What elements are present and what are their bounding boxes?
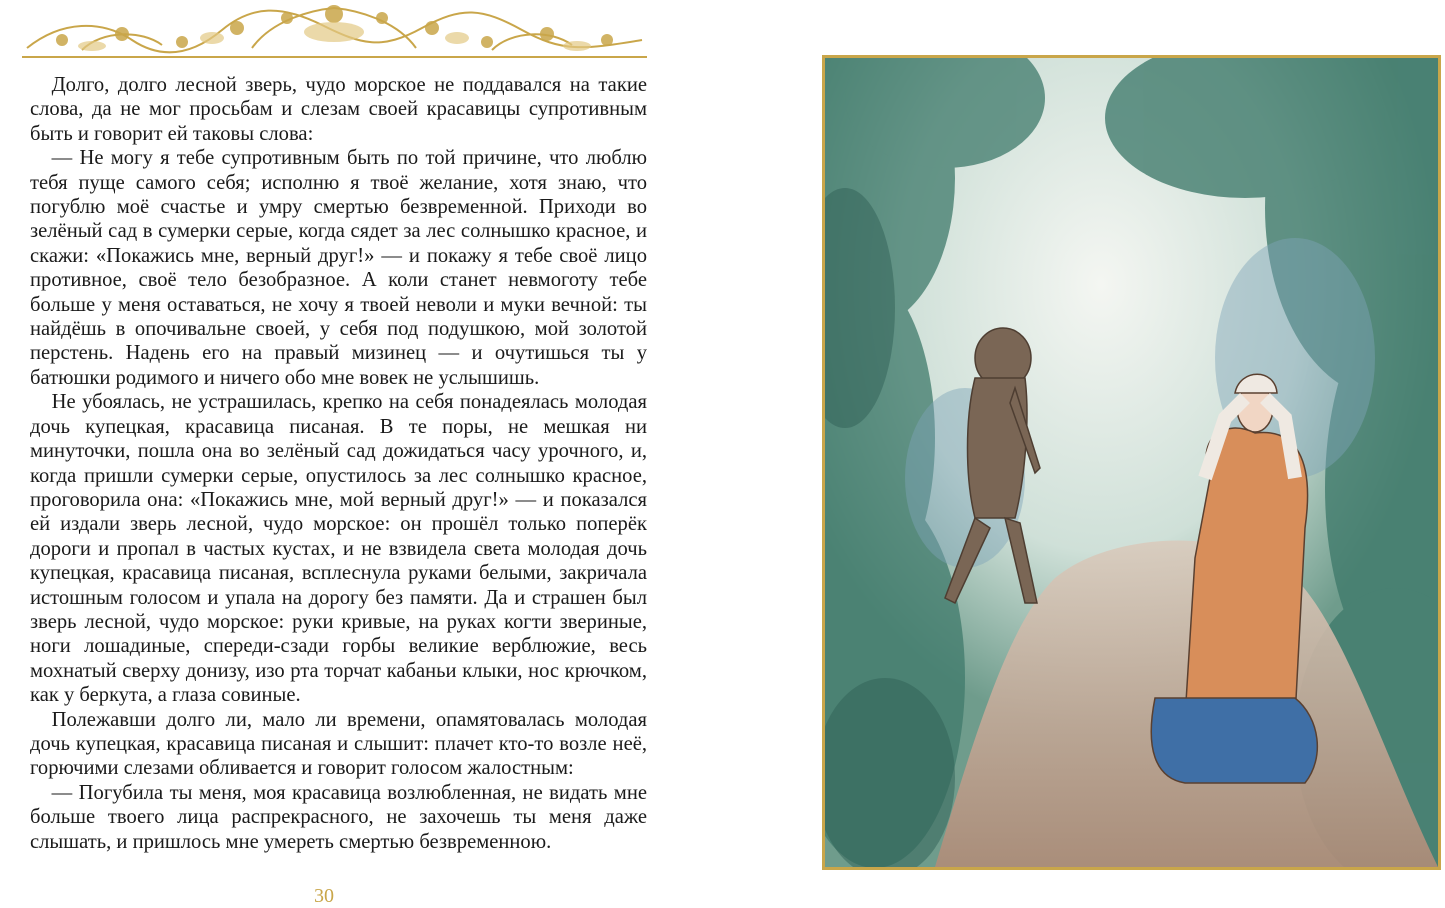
forest-illustration <box>822 55 1441 870</box>
header-rule <box>22 56 647 58</box>
paragraph: Полежавши долго ли, мало ли времени, опамятовалась молодая дочь купецкая, красавица писаная и слышит: плачет кто-то возле неё, горючими слезами обливается и говорит голосом жалостным: <box>30 708 647 780</box>
page-number: 30 <box>314 885 334 907</box>
gold-flourish-icon <box>22 0 647 58</box>
paragraph: — Не могу я тебе супротивным быть по той причине, что люблю тебя пуще самого себя; исполню я твоё желание, хотя знаю, что погублю моё счастье и умру смертью безвременной. Приходи во зелёный сад в сумерки серые, когда сядет за лес солнышко красное, и скажи: «Покажись мне, верный друг!» — и покажу я тебе своё лицо противное, своё тело безобразное. А коли станет невмоготу тебе больше у меня оставаться, не хочу я твоей неволи и муки вечной: ты найдёшь в опочивальне своей, у себя под подушкою, мой золотой перстень. Надень его на правый мизинец — и очутишься ты у батюшки родимого и ничего обо мне вовек не услышишь. <box>30 147 647 389</box>
left-page <box>0 0 660 905</box>
paragraph: — Погубила ты меня, моя красавица возлюбленная, не видать мне больше твоего лица распрекрасного, не захочешь ты меня даже слышать, и пришлось мне умереть смертью безвременною. <box>30 781 647 853</box>
paragraph: Не убоялась, не устрашилась, крепко на себя понадеялась молодая дочь купецкая, красавица писаная. В те поры, не мешкая ни минуточки, пошла она во зелёный сад дожидаться часу урочного, и, когда пришли сумерки серые, опустилось за лес солнышко красное, проговорила она: «Покажись мне, мой верный друг!» — и показался ей издали зверь лесной, чудо морское: он прошёл только поперёк дороги и пропал в частых кустах, и не взвидела света молодая дочь купецкая, красавица писаная, всплеснула руками белыми, закричала истошным голосом и упала на дорогу без памяти. Да и страшен был зверь лесной, чудо морское: руки кривые, на руках когти звериные, ноги лошадиные, спереди-сзади горбы великие верблюжие, весь мохнатый сверху донизу, изо рта торчат кабаньи клыки, нос крючком, как у беркута, а глаза совиные. <box>30 391 647 707</box>
story-text <box>30 73 647 854</box>
paragraph: Долго, долго лесной зверь, чудо морское не поддавался на такие слова, да не мог просьбам и слезам своей красавицы супротивным быть и говорит ей таковы слова: <box>30 74 647 145</box>
